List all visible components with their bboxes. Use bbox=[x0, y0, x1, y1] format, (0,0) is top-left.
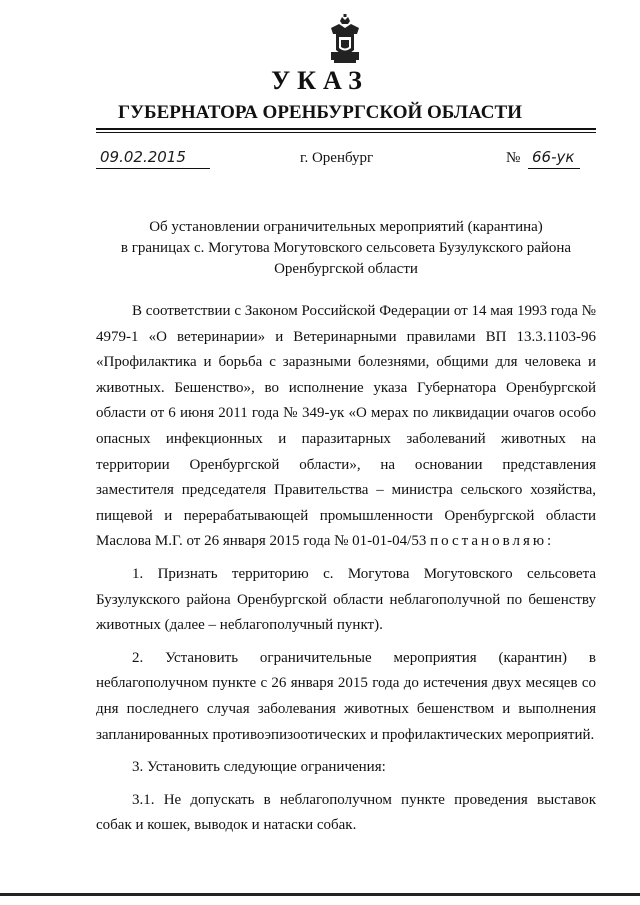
date-field bbox=[96, 148, 210, 169]
header-rule-thick bbox=[96, 128, 596, 130]
city-label: г. Оренбург bbox=[300, 150, 374, 166]
preamble-paragraph bbox=[96, 299, 596, 555]
document-type-title: УКАЗ bbox=[271, 66, 369, 95]
preamble-text: В соответствии с Законом Российской Федерации от 14 мая 1993 года № 4979-1 «О ветеринарии» и Ветеринарными правилами ВП 13.3.1103-96 «Профилактика и борьба с заразными болезнями, общими для человека и животных. Бешенство», во исполнение указа Губернатора Оренбургской области от 6 июня 2011 года № 349-ук «О мерах по ликвидации очагов особо опасных инфекционных и паразитарных заболеваний животных на территории Оренбургской области», на основании представления заместителя председателя Правительства – министра сельского хозяйства, пищевой и перерабатывающей промышленности Оренбургской области Маслова М.Г. от 26 января 2015 года № 01-01-04/53 bbox=[96, 303, 596, 550]
header-rule-thin bbox=[96, 132, 596, 133]
handwritten-number: 66-ук bbox=[532, 148, 575, 166]
subject-line: Об установлении ограничительных мероприятий (карантина) bbox=[149, 219, 543, 235]
item-paragraph: 2. Установить ограничительные мероприятия (карантин) в неблагополучном пункте с 26 января 2015 года до истечения двух месяцев со дня последнего случая заболевания животных бешенством и выполнения запланированных противоэпизоотических и профилактических мероприятий. bbox=[96, 649, 596, 743]
number-field bbox=[528, 148, 580, 169]
item-paragraph: 3. Установить следующие ограничения: bbox=[132, 759, 386, 776]
issuing-authority: ГУБЕРНАТОРА ОРЕНБУРГСКОЙ ОБЛАСТИ bbox=[118, 102, 522, 123]
number-prefix: № bbox=[506, 150, 521, 166]
coat-of-arms-icon bbox=[327, 14, 363, 64]
handwritten-date: 09.02.2015 bbox=[100, 148, 186, 166]
item-paragraph: 1. Признать территорию с. Могутова Могутовского сельсовета Бузулукского района Оренбургской области неблагополучной по бешенству животных (далее – неблагополучный пункт). bbox=[96, 565, 596, 634]
document-body bbox=[96, 299, 596, 846]
subject-line: в границах с. Могутова Могутовского сельсовета Бузулукского района bbox=[120, 240, 572, 256]
subject-line: Оренбургской области bbox=[274, 261, 418, 277]
document-subject bbox=[96, 217, 596, 280]
item-paragraph: 3.1. Не допускать в неблагополучном пункте проведения выставок собак и кошек, выводок и натаски собак. bbox=[96, 791, 596, 834]
resolve-word: постановляю: bbox=[430, 533, 555, 550]
page-bottom-border bbox=[0, 893, 640, 896]
